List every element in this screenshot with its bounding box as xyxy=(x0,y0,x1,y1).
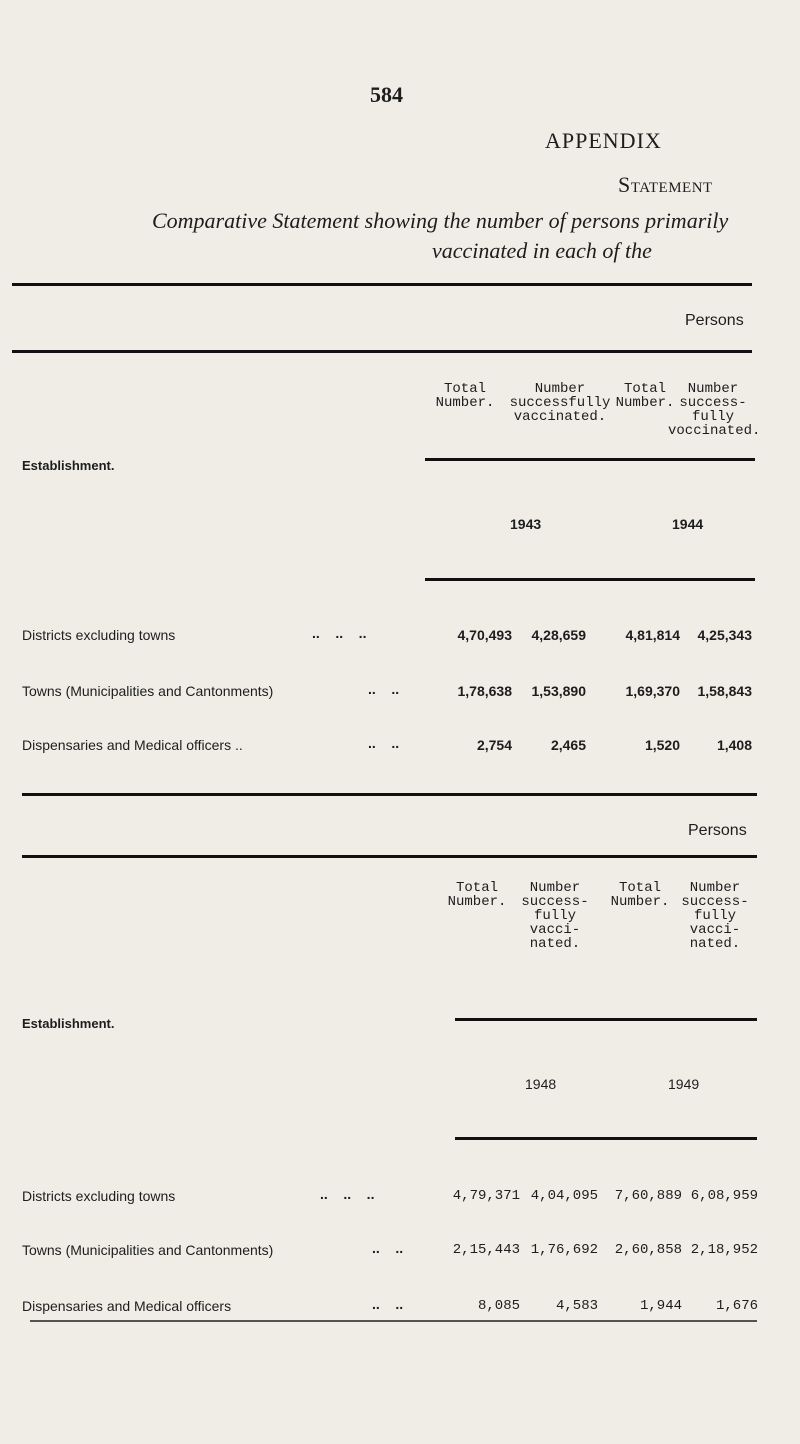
table2-row-dots: .. .. xyxy=(372,1240,404,1256)
table2-colhead-success-2: Number success- fully vacci- nated. xyxy=(681,880,749,952)
page-number: 584 xyxy=(370,82,403,107)
table2-colhead-total-2: Total Number. xyxy=(610,880,670,910)
table1-colhead-success-2: Number success- fully voccinated. xyxy=(668,381,761,439)
table1-cell: 1,58,843 xyxy=(697,683,752,699)
appendix-heading: APPENDIX xyxy=(545,128,662,153)
table1-row-dots: .. .. xyxy=(368,735,400,751)
table2-establishment-label: Establishment. xyxy=(22,1016,115,1031)
table1-colhead-total-1: Total Number. xyxy=(435,381,495,411)
table1-establishment-label: Establishment. xyxy=(22,458,115,473)
table2-bottom-rule xyxy=(30,1320,757,1322)
table1-header-bottom-rule xyxy=(425,578,755,581)
table1-persons-label: Persons xyxy=(685,312,744,329)
table1-cell: 2,465 xyxy=(550,737,586,753)
table2-cell: 4,79,371 xyxy=(452,1188,520,1204)
table1-cell: 1,78,638 xyxy=(457,683,512,699)
table2-cell: 1,944 xyxy=(639,1298,682,1314)
table1-year-1: 1943 xyxy=(510,516,542,532)
table1-row-label: Districts excluding towns xyxy=(22,627,176,643)
table2-top-rule xyxy=(22,793,757,796)
table1-cell: 2,754 xyxy=(476,737,512,753)
subtitle-line-2: vaccinated in each of the xyxy=(432,238,652,263)
table2-cell: 2,60,858 xyxy=(614,1242,682,1258)
table1-row-label: Dispensaries and Medical officers .. xyxy=(22,737,243,753)
table1-cell: 4,81,814 xyxy=(625,627,680,643)
table2-year-2: 1949 xyxy=(668,1076,700,1092)
table2-cell: 4,04,095 xyxy=(530,1188,598,1204)
table2-persons-rule xyxy=(22,855,757,858)
table2-cell: 4,583 xyxy=(555,1298,598,1314)
table1-persons-rule xyxy=(12,350,752,353)
table1-cell: 4,25,343 xyxy=(697,627,752,643)
table2-colhead-success-1: Number success- fully vacci- nated. xyxy=(521,880,589,952)
table2-cell: 7,60,889 xyxy=(614,1188,682,1204)
table1-row-dots: .. .. .. xyxy=(312,625,367,641)
table2-cell: 2,15,443 xyxy=(452,1242,520,1258)
table1-row-label: Towns (Municipalities and Cantonments) xyxy=(22,683,274,699)
table2-header-bottom-rule xyxy=(455,1137,757,1140)
table1-cell: 4,28,659 xyxy=(531,627,586,643)
table2-row-label: Towns (Municipalities and Cantonments) xyxy=(22,1242,274,1258)
table1-cell: 1,520 xyxy=(644,737,680,753)
table2-cell: 1,76,692 xyxy=(530,1242,598,1258)
table2-colhead-total-1: Total Number. xyxy=(447,880,507,910)
table2-cell: 1,676 xyxy=(715,1298,758,1314)
statement-heading: Statement xyxy=(618,172,713,197)
table1-row-dots: .. .. xyxy=(368,681,400,697)
table2-row-dots: .. .. xyxy=(372,1296,404,1312)
table2-persons-label: Persons xyxy=(688,822,747,839)
table1-cell: 4,70,493 xyxy=(457,627,512,643)
table1-cell: 1,408 xyxy=(716,737,752,753)
table1-top-rule xyxy=(12,283,752,286)
table1-cell: 1,69,370 xyxy=(625,683,680,699)
table2-cell: 8,085 xyxy=(477,1298,520,1314)
table1-year-2: 1944 xyxy=(672,516,704,532)
table1-colhead-total-2: Total Number. xyxy=(615,381,675,411)
table2-year-rule xyxy=(455,1018,757,1021)
table2-year-1: 1948 xyxy=(525,1076,557,1092)
table2-row-label: Dispensaries and Medical officers xyxy=(22,1298,232,1314)
table2-row-label: Districts excluding towns xyxy=(22,1188,176,1204)
table1-colhead-success-1: Number successfully vaccinated. xyxy=(509,381,611,425)
table1-cell: 1,53,890 xyxy=(531,683,586,699)
table2-cell: 6,08,959 xyxy=(690,1188,758,1204)
table1-year-rule xyxy=(425,458,755,461)
table2-row-dots: .. .. .. xyxy=(320,1186,375,1202)
subtitle-line-1: Comparative Statement showing the number of persons primarily xyxy=(152,208,729,233)
table2-cell: 2,18,952 xyxy=(690,1242,758,1258)
